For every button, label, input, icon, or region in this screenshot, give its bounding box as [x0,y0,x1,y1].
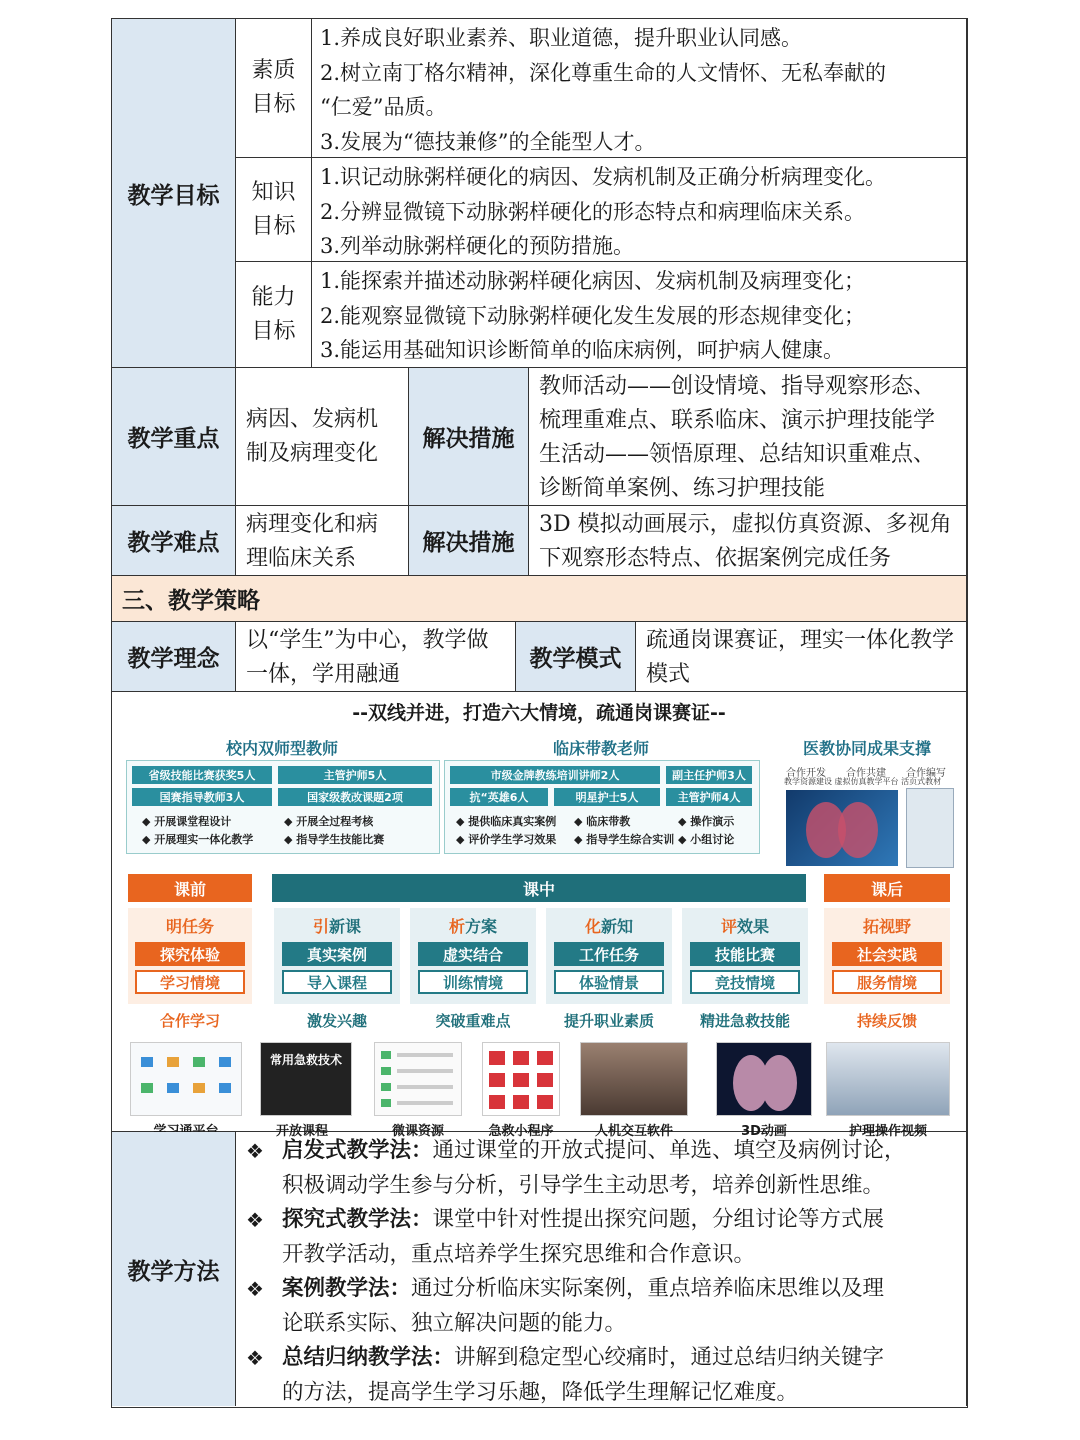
school-bullet-4: ◆ 指导学生技能比赛 [284,833,385,846]
column-1-foot: 激发兴趣 [306,1012,367,1030]
thumb-3d [716,1042,812,1116]
quality-line-1: 1.养成良好职业素养、职业道德，提升职业认同感。 [320,26,803,50]
quality-label [236,19,312,158]
section-strategy: 三、教学策略 [112,576,967,622]
school-bullet-3-text: 开展理实一体化教学 [154,833,254,846]
thumb-platform [130,1042,242,1116]
school-box-4: 国家级教改课题2项 [278,788,432,806]
column-after-title-rest: 视野 [879,917,912,936]
method-1-name: 启发式教学法： [282,1138,433,1163]
method-1-line-2: 积极调动学生参与分析，引导学生主动思考，培养创新性思维。 [282,1172,885,1198]
school-bullet-1-text: 开展课堂程设计 [154,815,232,828]
thumb-nursing-video [826,1042,950,1116]
clinic-box-5: 主管护师4人 [666,788,752,806]
column-1-box-2: 导入课程 [282,970,393,994]
column-1-box-1: 真实案例 [282,942,393,966]
quality-line-2: 2.树立南丁格尔精神，深化尊重生命的人文情怀、无私奉献的 [320,60,887,85]
school-bullet-4-text: 指导学生技能比赛 [296,833,385,846]
key-point-header: 教学重点 [112,368,236,506]
clinic-bullet-4-text: 评价学生学习效果 [468,833,557,846]
column-before-title-hl: 明 [165,917,182,936]
mode-label: 教学模式 [516,622,636,692]
method-item-4 [246,1341,958,1410]
clinic-bullet-2: ◆ 临床带教 [574,815,631,828]
column-3-title [546,914,672,937]
difficulty-text: 病理变化和病理临床关系 [246,512,379,571]
difficulty-header: 教学难点 [112,506,236,576]
difficulty-measure [529,506,967,576]
column-2-title-hl: 析 [448,917,465,936]
column-1-title-hl: 引 [312,917,329,936]
knowledge-line-2: 2.分辨显微镜下动脉粥样硬化的形态特点和病理临床关系。 [320,199,866,224]
column-2-title [410,914,536,937]
quality-label-text: 素质目标 [251,58,296,117]
column-3-foot: 提升职业素质 [563,1012,654,1030]
diamond-bullet-icon: ❖ [246,1277,264,1301]
list-icon [375,1043,462,1116]
quality-line-3: “仁爱”品质。 [320,95,447,119]
ability-label [236,262,312,368]
difficulty-measure-label: 解决措施 [409,506,529,576]
methods-content [236,1132,967,1406]
strategy-diagram [112,692,967,1139]
clinic-bullet-5: ◆ 指导学生综合实训 [574,833,675,846]
phase-after: 课后 [824,874,950,902]
column-3-title-rest: 新知 [601,917,634,936]
quality-line-4: 3.发展为“德技兼修”的全能型人才。 [320,129,656,154]
3d-lung-icon [717,1043,812,1116]
column-before-title [128,914,252,937]
column-3-box-2: 体验情景 [554,970,665,994]
clinic-bullet-1: ◆ 提供临床真实案例 [456,815,557,828]
school-bullet-1: ◆ 开展课堂程设计 [142,815,232,828]
school-bullet-2-text: 开展全过程考核 [296,815,374,828]
method-3-line-2: 论联系实际、独立解决问题的能力。 [282,1310,627,1336]
phase-during: 课中 [272,874,806,902]
method-3-line-1: 通过分析临床实际案例，重点培养临床思维以及理 [411,1276,885,1301]
lesson-plan-table [111,18,968,1408]
school-box-3: 国赛指导教师3人 [132,788,272,806]
column-after-title-hl: 拓 [862,917,879,936]
column-1 [274,908,400,1004]
key-point-measure-text: 教师活动——创设情境、指导观察形态、梳理重难点、联系临床、演示护理技能学生活动——领悟原理、总结知识重难点、诊断简单案例、练习护理技能 [539,374,936,501]
methods-header: 教学方法 [112,1132,236,1406]
objectives-header: 教学目标 [112,19,236,368]
clinic-bullet-5-text: 指导学生综合实训 [586,833,675,846]
column-after-foot: 持续反馈 [856,1012,917,1030]
clinic-bullet-2-text: 临床带教 [586,815,631,828]
column-4-title [682,914,808,937]
school-group-title: 校内双师型教师 [225,739,338,758]
school-box-2: 主管护师5人 [278,766,432,784]
column-4-box-2: 竞技情境 [690,970,801,994]
method-4-line-1: 讲解到稳定型心绞痛时，通过总结归纳关键字 [454,1345,885,1370]
column-4 [682,908,808,1004]
diagram-title: --双线并进，打造六大情境，疏通岗课赛证-- [352,702,726,724]
column-before-box-2: 学习情境 [135,970,244,994]
coop-subs: 教学资源建设 虚拟仿真教学平台 活页式教材 [784,777,942,786]
column-2-foot: 突破重难点 [435,1012,511,1030]
app-grid-icon [131,1043,242,1116]
method-3-name: 案例教学法： [282,1276,412,1301]
phase-before: 课前 [128,874,252,902]
column-2-box-2: 训练情境 [418,970,529,994]
clinic-group-title: 临床带教老师 [552,739,649,758]
ability-content [312,262,967,368]
column-after [824,908,950,1004]
method-1-line-1: 通过课堂的开放式提问、单选、填空及病例讨论， [432,1138,906,1163]
column-2 [410,908,536,1004]
clinic-box-4: 明星护士5人 [554,788,660,806]
philosophy-content [236,622,516,692]
column-after-box-1: 社会实践 [832,942,943,966]
coop-item-3: 合作编写 [906,768,946,779]
clinic-box-1: 市级金牌教练培训讲师2人 [450,766,660,784]
caption-7: 护理操作视频 [848,1124,927,1139]
column-before [128,908,252,1004]
thumb-mini-program [482,1042,560,1116]
knowledge-content [312,158,967,262]
column-before-box-1: 探究体验 [135,942,244,966]
clinic-bullet-3-text: 操作演示 [690,815,735,828]
ability-line-3: 3.能运用基础知识诊断简单的临床病例，呵护病人健康。 [320,338,845,362]
clinic-box-2: 副主任护师3人 [666,766,752,784]
diamond-bullet-icon: ❖ [246,1346,264,1370]
ability-label-text: 能力目标 [251,284,296,344]
quality-content [312,19,967,158]
method-2-line-1: 课堂中针对性提出探究问题，分组讨论等方式展 [432,1207,885,1232]
column-2-box-1: 虚实结合 [418,942,529,966]
coop-book-image [906,788,954,868]
thumb-interactive [580,1042,688,1116]
coop-item-2: 合作共建 [846,768,886,779]
philosophy-header: 教学理念 [112,622,236,692]
thumb-micro-lesson [374,1042,462,1116]
key-point-measure [529,368,967,506]
coop-group-title: 医教协同成果支撑 [802,739,931,758]
column-2-title-rest: 方案 [465,917,498,936]
clinic-bullet-1-text: 提供临床真实案例 [468,815,557,828]
difficulty-measure-text: 3D 模拟动画展示，虚拟仿真资源、多视角下观察形态特点、依据案例完成任务 [539,512,952,571]
clinic-bullet-4: ◆ 评价学生学习效果 [456,833,557,846]
column-3 [546,908,672,1004]
caption-2: 开放课程 [275,1124,328,1139]
diagram-canvas [112,692,966,1139]
thumb-open-course [260,1042,352,1116]
knowledge-line-3: 3.列举动脉粥样硬化的预防措施。 [320,234,635,258]
column-1-title-rest: 新课 [329,917,362,936]
method-item-3 [246,1272,958,1341]
key-point-content [236,368,409,506]
column-before-title-rest: 任务 [182,917,215,936]
column-before-foot: 合作学习 [159,1012,220,1030]
method-4-name: 总结归纳教学法： [282,1345,455,1370]
coop-image [786,790,898,866]
knowledge-line-1: 1.识记动脉粥样硬化的病因、发病机制及正确分析病理变化。 [320,165,887,189]
knowledge-label-text: 知识目标 [251,179,296,239]
difficulty-content [236,506,409,576]
mode-text: 疏通岗课赛证，理实一体化教学模式 [646,628,955,687]
school-box-1: 省级技能比赛获奖5人 [132,766,272,784]
column-4-title-hl: 评 [720,917,737,936]
caption-4: 急救小程序 [488,1124,554,1139]
clinic-box-3: 抗“英雄6人 [450,788,548,806]
method-4-line-2: 的方法，提高学生学习乐趣，降低学生理解记忆难度。 [282,1379,799,1405]
caption-3: 微课资源 [391,1124,444,1139]
method-2-name: 探究式教学法： [282,1207,433,1232]
method-item-1 [246,1134,958,1203]
caption-6: 3D动画 [741,1124,787,1139]
caption-5: 人机交互软件 [594,1124,673,1139]
column-4-box-1: 技能比赛 [690,942,801,966]
column-3-box-1: 工作任务 [554,942,665,966]
diamond-bullet-icon: ❖ [246,1208,264,1232]
ability-line-1: 1.能探索并描述动脉粥样硬化病因、发病机制及病理变化； [320,269,866,293]
key-point-measure-label: 解决措施 [409,368,529,506]
column-4-foot: 精进急救技能 [699,1012,790,1030]
diamond-bullet-icon: ❖ [246,1139,264,1163]
school-bullet-3: ◆ 开展理实一体化教学 [142,833,254,846]
key-point-text: 病因、发病机制及病理变化 [246,406,379,466]
method-2-line-2: 开教学活动，重点培养学生探究思维和合作意识。 [282,1241,756,1267]
clinic-bullet-3: ◆ 操作演示 [678,815,735,828]
column-4-title-rest: 效果 [737,917,770,936]
philosophy-text: 以“学生”为中心，教学做一体，学用融通 [246,628,489,687]
column-3-title-hl: 化 [584,917,601,936]
coop-item-1: 合作开发 [786,768,826,779]
school-bullet-2: ◆ 开展全过程考核 [284,815,374,828]
column-1-title [274,914,400,937]
clinic-bullet-6-text: 小组讨论 [690,833,735,846]
mode-content [636,622,967,692]
knowledge-label [236,158,312,262]
clinic-bullet-6: ◆ 小组讨论 [678,833,735,846]
method-item-2 [246,1203,958,1272]
ability-line-2: 2.能观察显微镜下动脉粥样硬化发生发展的形态规律变化； [320,303,866,328]
thumb-open-course-title: 常用急救技术 [269,1053,342,1067]
column-after-title [824,914,950,937]
column-after-box-2: 服务情境 [832,970,943,994]
lung-illustration-icon [786,790,898,866]
first-aid-icon [483,1043,560,1116]
